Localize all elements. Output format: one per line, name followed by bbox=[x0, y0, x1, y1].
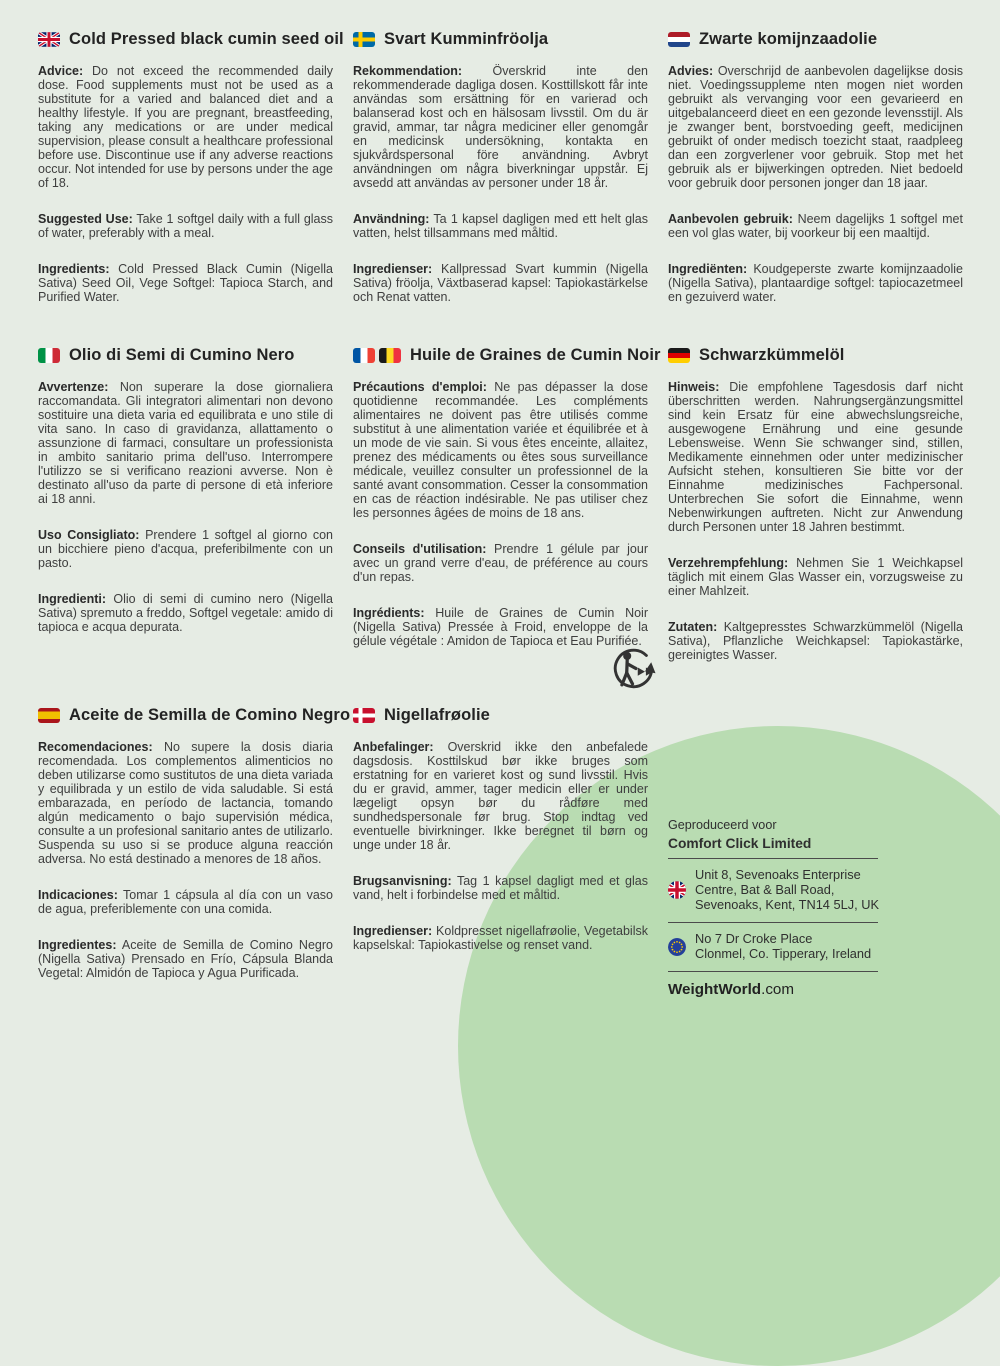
manufacturer-block bbox=[668, 818, 968, 998]
uk-address bbox=[668, 866, 968, 915]
advice-paragraph: Advice: Do not exceed the recommended daily dose. Food supplements must not be used as a substitute for a varied and balanced diet and a healthy lifestyle. If you are pregnant, breastfeeding, taking any medications or are under medical supervision, please consult a healthcare professional before use. Discontinue use if any adverse reactions occur. Not intended for use by persons under the age of 18. bbox=[38, 64, 333, 190]
uk-address-line: Unit 8, Sevenoaks Enterprise bbox=[695, 867, 861, 882]
divider bbox=[668, 858, 878, 859]
ingredients-paragraph: Ingredienser: Koldpresset nigellafrøolie, Vegetabilsk kapselskal: Tapiokastivelse og renset vand. bbox=[353, 924, 648, 952]
usage-paragraph: Verzehrempfehlung: Nehmen Sie 1 Weichkapsel täglich mit einem Glas Wasser ein, vorzugsweise zu einer Mahlzeit. bbox=[668, 556, 963, 598]
usage-paragraph: Suggested Use: Take 1 softgel daily with a full glass of water, preferably with a meal. bbox=[38, 212, 334, 240]
section-title: Schwarzkümmelöl bbox=[699, 346, 845, 364]
germany-flag-icon bbox=[668, 348, 690, 363]
ingredients-paragraph: Zutaten: Kaltgepresstes Schwarzkümmelöl (Nigella Sativa), Pflanzliche Weichkapsel: Tapiokastärke, gereinigtes Wasser. bbox=[668, 620, 963, 662]
ingredients-paragraph: Ingredienti: Olio di semi di cumino nero (Nigella Sativa) spremuto a freddo, Softgel vegetale: amido di tapioca e acqua depurata. bbox=[38, 592, 333, 634]
usage-paragraph: Uso Consigliato: Prendere 1 softgel al giorno con un bicchiere pieno d'acqua, preferibilmente con un pasto. bbox=[38, 528, 333, 570]
ingredients-paragraph: Ingredienser: Kallpressad Svart kummin (Nigella Sativa) fröolja, Växtbaserad kapsel: Tapiokastärkelse och Renat vatten. bbox=[353, 262, 648, 304]
ingredients-paragraph: Ingredientes: Aceite de Semilla de Comino Negro (Nigella Sativa) Prensado en Frío, Cápsula Blanda Vegetal: Almidón de Tapioca y Agua Purificada. bbox=[38, 938, 333, 980]
ingredients-paragraph: Ingrédients: Huile de Graines de Cumin Noir (Nigella Sativa) Pressée à Froid, enveloppe de la gélule végétale : Amidon de Tapioca et Eau Purifiée. bbox=[353, 606, 648, 648]
advice-paragraph: Précautions d'emploi: Ne pas dépasser la dose quotidienne recommandée. Les compléments alimentaires ne doivent pas être utilisés comme substitut à une alimentation variée et équilibrée et à un mode de vie sain. Si vous êtes enceinte, allaitez, prenez des médicaments ou êtes sous surveillance médicale, veuillez consulter un professionnel de la santé avant consommation. Cesser la consommation en cas de réaction indésirable. Ne pas utiliser chez les personnes âgées de moins de 18 ans. bbox=[353, 380, 648, 520]
divider bbox=[668, 922, 878, 923]
section-spanish bbox=[38, 706, 351, 1002]
section-title: Olio di Semi di Cumino Nero bbox=[69, 346, 295, 364]
spain-flag-icon bbox=[38, 708, 60, 723]
section-english bbox=[38, 30, 344, 346]
sweden-flag-icon bbox=[353, 32, 375, 47]
usage-paragraph: Conseils d'utilisation: Prendre 1 gélule par jour avec un grand verre d'eau, de préférence au cours d'un repas. bbox=[353, 542, 648, 584]
ingredients-paragraph: Ingrediënten: Koudgeperste zwarte komijnzaadolie (Nigella Sativa), plantaardige softgel: tapiocazetmeel en gezuiverd water. bbox=[668, 262, 963, 304]
uk-round-flag-icon bbox=[668, 881, 686, 899]
section-title: Huile de Graines de Cumin Noir bbox=[410, 346, 661, 364]
belgium-flag-icon bbox=[379, 348, 401, 363]
section-dutch bbox=[668, 30, 963, 346]
ingredients-paragraph: Ingredients: Cold Pressed Black Cumin (Nigella Sativa) Seed Oil, Vege Softgel: Tapioca Starch, and Purified Water. bbox=[38, 262, 333, 304]
usage-paragraph: Aanbevolen gebruik: Neem dagelijks 1 softgel met een vol glas water, bij voorkeur bij een maaltijd. bbox=[668, 212, 963, 240]
advice-paragraph: Recomendaciones: No supere la dosis diaria recomendada. Los complementos alimenticios no deben utilizarse como sustitutos de una dieta variada y equilibrada y un estilo de vida saludable. Si está embarazada, en período de lactancia, tomando algún medicamento o bajo supervisión médica, consulte a un profesional sanitario antes de utilizarlo. Suspenda su uso si se produce alguna reacción adversa. No está destinado a menores de 18 años. bbox=[38, 740, 333, 866]
section-italian bbox=[38, 346, 333, 706]
italy-flag-icon bbox=[38, 348, 60, 363]
section-swedish bbox=[353, 30, 648, 346]
eu-address-line: Clonmel, Co. Tipperary, Ireland bbox=[695, 945, 872, 961]
denmark-flag-icon bbox=[353, 708, 375, 723]
divider bbox=[668, 971, 878, 972]
section-title: Svart Kumminfröolja bbox=[384, 30, 549, 48]
advice-paragraph: Advies: Overschrijd de aanbevolen dagelijkse dosis niet. Voedingssuppleme nten mogen niet worden gebruikt als vervanging voor een gevarieerd en uitgebalanceerd dieet en een gezonde levensstijl. Als je zwanger bent, borstvoeding geeft, medicijnen gebruikt of onder medisch toezicht staat, raadpleeg dan een zorgverlener voor gebruik. Stop met het gebruik als er bijwerkingen optreden. Niet bedoeld voor gebruik door personen jonger dan 18 jaar. bbox=[668, 64, 963, 190]
advice-paragraph: Anbefalinger: Overskrid ikke den anbefalede dagsdosis. Kosttilskud bør ikke bruges som erstatning for en varieret kost og sund livsstil. Hvis du er gravid, ammer, tager medicin eller er under lægeligt opsyn bør du rådføre med sundhedspersonale før brug. Stop indtag ved eventuelle bivirkninger. Ikke beregnet til børn og unge under 18 år. bbox=[353, 740, 648, 852]
brand-website: WeightWorld.com bbox=[668, 980, 795, 998]
advice-paragraph: Rekommendation: Överskrid inte den rekommenderade dagliga dosen. Kosttillskott får inte användas som ersättning för en varierad och balanserad kost och en hälsosam livsstil. Om du är gravid, ammar, tar några mediciner eller genomgår en medicinsk undersökning, kontakta en sjukvårdspersonal före användning. Avbryt användningen om några biverkningar uppstår. Ej avsedd att användas av personer under 18 år. bbox=[353, 64, 648, 190]
usage-paragraph: Brugsanvisning: Tag 1 kapsel dagligt med et glas vand, helt i forbindelse med et måltid. bbox=[353, 874, 648, 902]
eu-address bbox=[668, 930, 968, 964]
triman-icon bbox=[353, 644, 656, 692]
advice-paragraph: Avvertenze: Non superare la dose giornaliera raccomandata. Gli integratori alimentari non devono sostituire una dieta varia ed equilibrata e uno stile di vita sano. In caso di gravidanza, allattamento o assunzione di farmaci, consultare un professionista in ambito sanitario prima dell'uso. Interrompere l'utilizzo se si verificano reazioni avverse. Non è destinato all'uso da parte di persone di età inferiore ai 18 anni. bbox=[38, 380, 333, 506]
section-title: Nigellafrøolie bbox=[384, 706, 490, 724]
usage-paragraph: Indicaciones: Tomar 1 cápsula al día con un vaso de agua, preferiblemente con una comida. bbox=[38, 888, 333, 916]
advice-paragraph: Hinweis: Die empfohlene Tagesdosis darf nicht überschritten werden. Nahrungsergänzungsmittel sind kein Ersatz für eine abwechslungsreiche, ausgewogene Ernährung und eine gesunde Lebensweise. Wenn Sie schwanger sind, stillen, Medikamente einnehmen oder unter medizinischer Aufsicht stehen, konsultieren Sie bitte vor der Einnahme medizinisches Fachpersonal. Unterbrechen Sie sofort die Einnahme, wenn Nebenwirkungen auftreten. Nicht zur Anwendung durch Personen unter 18 Jahren bestimmt. bbox=[668, 380, 963, 534]
section-title: Aceite de Semilla de Comino Negro bbox=[69, 706, 351, 724]
section-french bbox=[353, 346, 661, 706]
france-flag-icon bbox=[353, 348, 375, 363]
section-title: Cold Pressed black cumin seed oil bbox=[69, 30, 344, 48]
uk-flag-icon bbox=[38, 32, 60, 47]
usage-paragraph: Användning: Ta 1 kapsel dagligen med ett helt glas vatten, helst tillsammans med måltid. bbox=[353, 212, 648, 240]
section-danish bbox=[353, 706, 648, 1002]
uk-address-line: Sevenoaks, Kent, TN14 5LJ, UK bbox=[695, 896, 879, 912]
section-german bbox=[668, 346, 963, 706]
eu-round-flag-icon bbox=[668, 938, 686, 956]
netherlands-flag-icon bbox=[668, 32, 690, 47]
section-title: Zwarte komijnzaadolie bbox=[699, 30, 878, 48]
eu-address-line: No 7 Dr Croke Place bbox=[695, 930, 813, 946]
produced-for-label: Geproduceerd voor bbox=[668, 818, 777, 832]
uk-address-line: Centre, Bat & Ball Road, bbox=[695, 881, 835, 897]
company-name: Comfort Click Limited bbox=[668, 836, 812, 851]
